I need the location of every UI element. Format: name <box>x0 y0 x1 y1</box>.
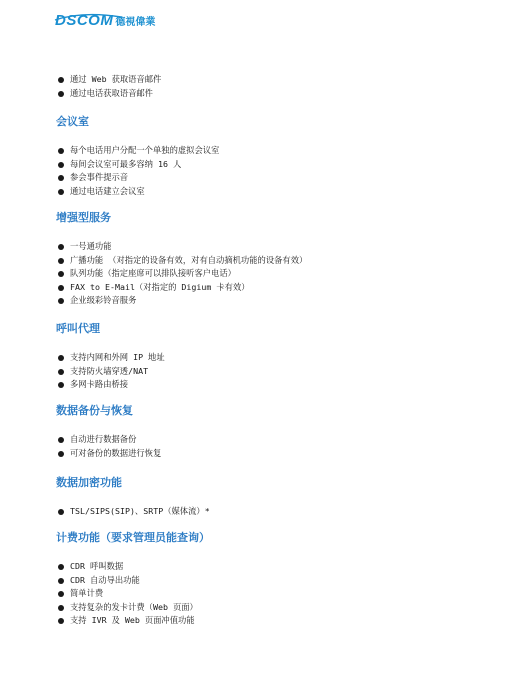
bullet-icon <box>58 91 64 97</box>
bullet-icon <box>58 605 64 611</box>
list-item: 支持复杂的发卡计费（Web 页面） <box>56 601 210 615</box>
section-heading: 数据备份与恢复 <box>56 404 133 417</box>
list-item: 支持内网和外网 IP 地址 <box>56 351 165 365</box>
bullet-icon <box>58 148 64 154</box>
bullet-icon <box>58 564 64 570</box>
bullet-icon <box>58 271 64 277</box>
list-item: 通过电话获取语音邮件 <box>56 87 161 101</box>
list-item: 企业级彩铃音服务 <box>56 294 307 308</box>
list-item: 每个电话用户分配一个单独的虚拟会议室 <box>56 144 219 158</box>
bullet-icon <box>58 298 64 304</box>
bullet-icon <box>58 369 64 375</box>
bullet-icon <box>58 175 64 181</box>
section-heading: 数据加密功能 <box>56 476 122 489</box>
bullet-icon <box>58 451 64 457</box>
company-logo <box>55 10 155 30</box>
section-conference <box>56 115 219 198</box>
list-item: 广播功能 （对指定的设备有效，对有自动摘机功能的设备有效） <box>56 254 307 268</box>
list-item: FAX to E-Mail（对指定的 Digium 卡有效） <box>56 281 307 295</box>
list-item: 参会事件提示音 <box>56 171 219 185</box>
list-item: 可对备份的数据进行恢复 <box>56 447 161 461</box>
list-item: 每间会议室可最多容纳 16 人 <box>56 158 219 172</box>
bullet-icon <box>58 578 64 584</box>
section-enhanced-services <box>56 211 307 308</box>
intro-list <box>56 73 161 100</box>
section-billing <box>56 531 210 628</box>
list-item: CDR 自动导出功能 <box>56 574 210 588</box>
bullet-icon <box>58 189 64 195</box>
list-item: 简单计费 <box>56 587 210 601</box>
list-item: 支持防火墙穿透/NAT <box>56 365 165 379</box>
section-call-proxy <box>56 322 165 392</box>
section-heading: 会议室 <box>56 115 89 128</box>
bullet-icon <box>58 591 64 597</box>
list-item: 一号通功能 <box>56 240 307 254</box>
list-item: 队列功能（指定座席可以排队接听客户电话） <box>56 267 307 281</box>
list-item: 自动进行数据备份 <box>56 433 161 447</box>
list-item: TSL/SIPS(SIP)、SRTP（媒体流）* <box>56 505 210 519</box>
bullet-icon <box>58 437 64 443</box>
section-heading: 增强型服务 <box>56 211 111 224</box>
list-item: 通过电话建立会议室 <box>56 185 219 199</box>
section-heading: 呼叫代理 <box>56 322 100 335</box>
list-item: 通过 Web 获取语音邮件 <box>56 73 161 87</box>
bullet-icon <box>58 258 64 264</box>
bullet-icon <box>58 162 64 168</box>
bullet-icon <box>58 77 64 83</box>
section-backup-restore <box>56 404 161 460</box>
logo-brand: DSCOM <box>55 11 114 29</box>
section-encryption <box>56 476 210 519</box>
list-item: CDR 呼叫数据 <box>56 560 210 574</box>
bullet-icon <box>58 355 64 361</box>
list-item: 多网卡路由桥接 <box>56 378 165 392</box>
logo-cn: 德視偉業 <box>115 16 156 28</box>
section-heading: 计费功能（要求管理员能查询） <box>56 531 210 544</box>
bullet-icon <box>58 244 64 250</box>
bullet-icon <box>58 285 64 291</box>
logo-swoosh-icon <box>53 13 123 22</box>
bullet-icon <box>58 382 64 388</box>
bullet-icon <box>58 618 64 624</box>
list-item: 支持 IVR 及 Web 页面冲值功能 <box>56 614 210 628</box>
bullet-icon <box>58 509 64 515</box>
